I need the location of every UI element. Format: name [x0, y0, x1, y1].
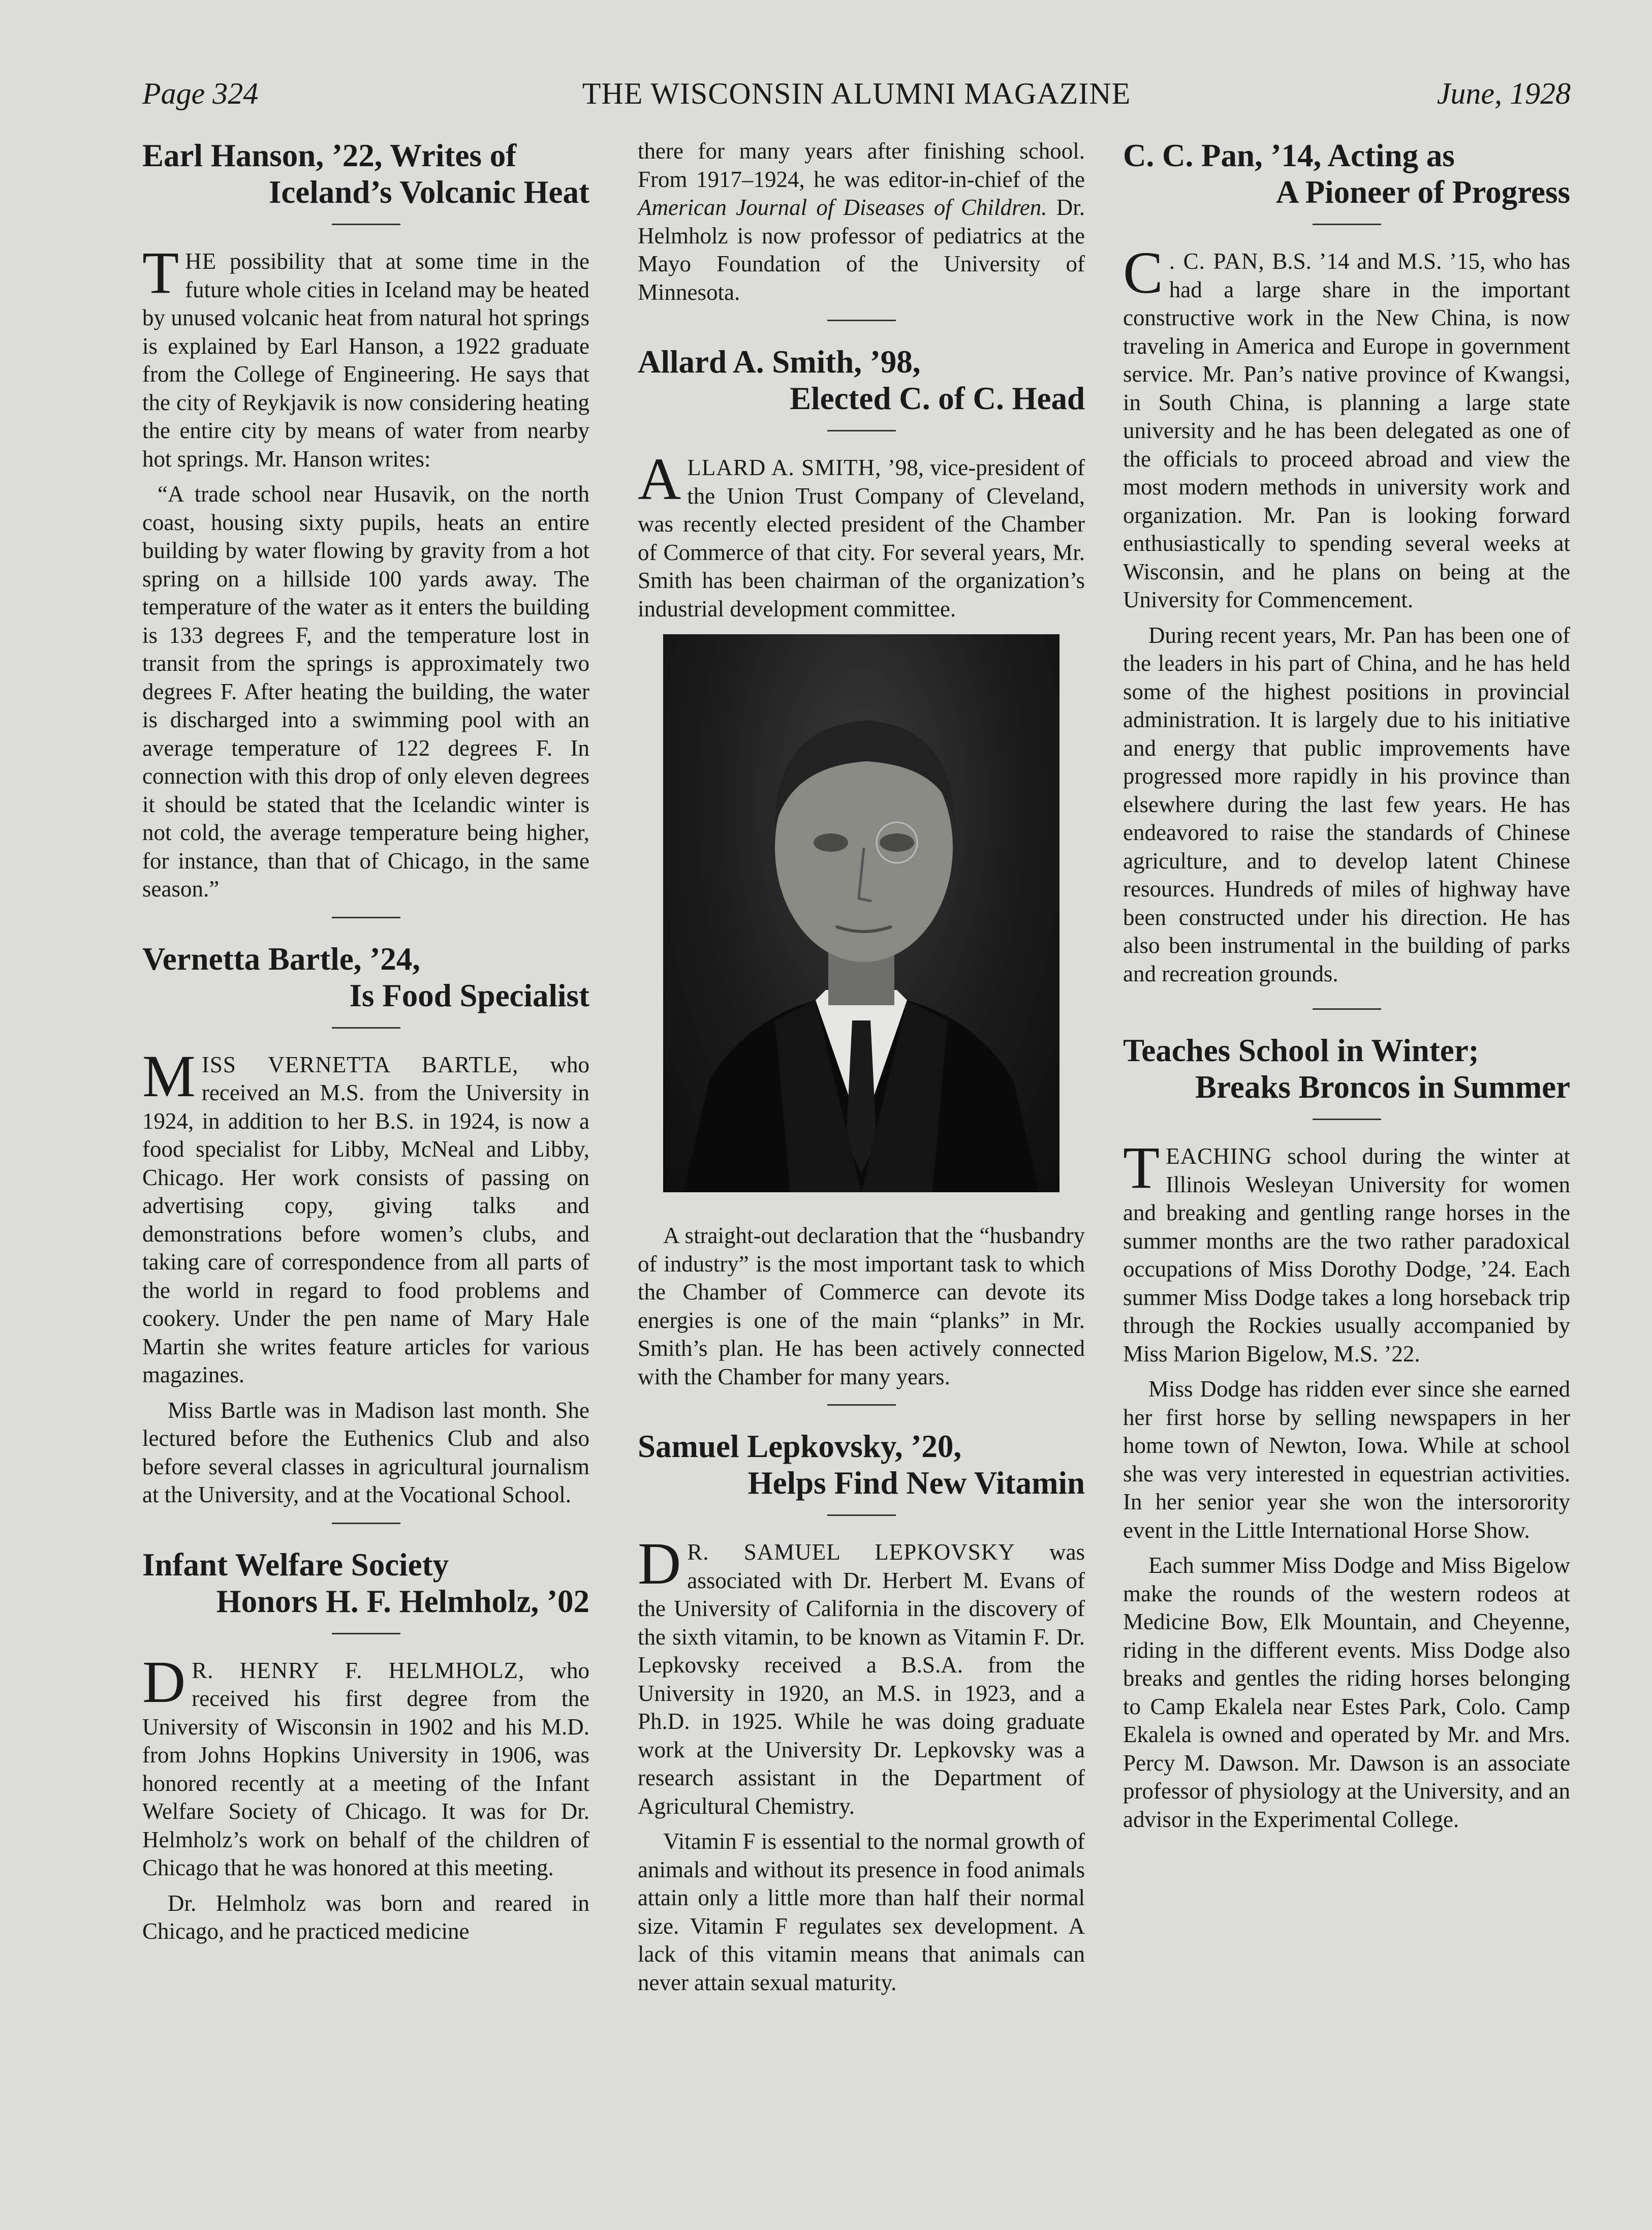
page-header [142, 76, 1571, 117]
body-paragraph: D R. SAMUEL LEPKOVSKY was associated with Dr. Herbert M. Evans of the University of California in the discovery of the sixth vitamin, to be known as Vitamin F. Dr. Lepkovsky received a B.S.A. from the University in 1920, an M.S. in 1923, and a Ph.D. in 1925. While he was doing graduate work at the University Dr. Lepkovsky was a research assistant in the Department of Agricultural Chemistry. [638, 1530, 1085, 1819]
masthead: THE WISCONSIN ALUMNI MAGAZINE [582, 77, 1131, 110]
page-number: Page 324 [142, 77, 259, 110]
headline: C. C. Pan, ’14, Acting as A Pioneer of Progress [1123, 138, 1570, 210]
body-paragraph: THE possibility that at some time in the future whole cities in Iceland may be heated by unused volcanic heat from natural hot springs is explained by Earl Hanson, a 1922 graduate from the College of Engineering. He says that the city of Reykjavik is now considering heating the entire city by means of water from nearby hot springs. Mr. Hanson writes: [142, 239, 590, 472]
body-paragraph: TEACHING school during the winter at Illinois Wesleyan University for women and breaking and gentling range horses in the summer months are the two rather paradoxical occupations of Miss Dorothy Dodge, ’24. Each summer Miss Dodge takes a long horseback trip through the Rockies usually accompanied by Miss Marion Bigelow, M.S. ’22. [1123, 1134, 1571, 1367]
body-paragraph: Each summer Miss Dodge and Miss Bigelow make the rounds of the western rodeos at Medicine Bow, Elk Mountain, and Cheyenne, riding in the different events. Miss Dodge also breaks and gentles the riding horses belonging to Camp Ekalela near Estes Park, Colo. Camp Ekalela is owned and operated by Mr. and Mrs. Percy M. Dawson. Mr. Dawson is an associate professor of physiology at the University, and an advisor in the Experimental College. [1123, 1553, 1570, 1832]
issue-date: June, 1928 [1437, 77, 1571, 110]
drop-cap: T [1123, 1134, 1160, 1201]
journal-title: American Journal of Diseases of Children. [638, 195, 1047, 220]
drop-cap: D [142, 1648, 186, 1715]
headline: Allard A. Smith, ’98, Elected C. of C. Head [638, 344, 1085, 416]
body-paragraph: MISS VERNETTA BARTLE, who received an M.S. from the University in 1924, in addition to her B.S. in 1924, is now a food specialist for Libby, McNeal and Libby, Chicago. Her work consists of passing on advertising copy, giving talks and demonstrations before women’s clubs, and taking care of correspondence from all parts of the world in regard to food problems and cookery. Under the pen name of Mary Hale Martin she writes feature articles for various magazines. [142, 1042, 590, 1387]
headline: Earl Hanson, ’22, Writes of Iceland’s Volcanic Heat [142, 138, 589, 210]
headline: Infant Welfare Society Honors H. F. Helmholz, ’02 [142, 1546, 589, 1619]
article-bartle [142, 941, 589, 1509]
divider [827, 430, 896, 431]
column-right [1123, 137, 1570, 1841]
drop-cap: M [142, 1042, 196, 1109]
column-left [142, 137, 589, 1953]
body-paragraph: Miss Bartle was in Madison last month. She lectured before the Euthenics Club and also before several classes in agricultural journalism at the University, and at the Vocational School. [142, 1397, 589, 1507]
body-paragraph: Dr. Helmholz was born and reared in Chicago, and he practiced medicine [142, 1890, 589, 1944]
body-paragraph: “A trade school near Husavik, on the north coast, housing sixty pupils, heats an entire building by water flowing by gravity from a hot spring on a hillside 100 yards away. The temperature of the water as it enters the building is 133 degrees F, and the temperature lost in transit from the springs is approximately two degrees F. After heating the building, the water is discharged into a swimming pool with an average temperature of 122 degrees F. In connection with this drop of only eleven degrees it should be stated that the Icelandic winter is not cold, the average temperature being higher, for instance, than that of Chicago, in the same season.” [142, 481, 589, 902]
drop-cap: A [638, 446, 681, 512]
body-paragraph: Vitamin F is essential to the normal growth of animals and without its presence in food animals attain only a little more than half their normal size. Vitamin F regulates sex development. A lack of this vitamin means that animals can never attain sexual maturity. [638, 1829, 1085, 1995]
portrait-photo [663, 634, 1059, 1192]
divider [1313, 224, 1381, 225]
body-paragraph-continued: there for many years after finishing school. From 1917–1924, he was editor-in-chief of the American Journal of Diseases of Children. Dr. Helmholz is now professor of pediatrics at the Mayo Foundation of the University of Minnesota. [638, 138, 1085, 305]
divider [1313, 1008, 1381, 1010]
divider [827, 320, 896, 321]
article-hanson [142, 137, 589, 904]
body-paragraph: ALLARD A. SMITH, ’98, vice-president of the Union Trust Company of Cleveland, was recently elected president of the Chamber of Commerce of that city. For several years, Mr. Smith has been chairman of the organization’s industrial development committee. [638, 446, 1085, 622]
headline: Teaches School in Winter; Breaks Broncos in Summer [1123, 1033, 1570, 1105]
divider [332, 1523, 400, 1524]
body-paragraph: C . C. PAN, B.S. ’14 and M.S. ’15, who has had a large share in the important constructive work in the New China, is now traveling in America and Europe in government service. Mr. Pan’s native province of Kwangsi, in South China, is planning a large state university and he has been delegated as one of the officials to proceed abroad and view the most modern methods in university work and organization. Mr. Pan is looking forward enthusiastically to spending several weeks at Wisconsin, and he plans on being at the University for Commencement. [1123, 239, 1571, 612]
headline: Vernetta Bartle, ’24, Is Food Specialist [142, 941, 589, 1013]
divider [332, 1027, 400, 1029]
divider [332, 917, 400, 918]
drop-cap: T [142, 239, 179, 306]
body-paragraph: A straight-out declaration that the “husbandry of industry” is the most important task to which the Chamber of Commerce can devote its energies is one of the main “planks” in Mr. Smith’s plan. He has been actively connected with the Chamber for many years. [638, 1223, 1085, 1389]
body-paragraph: Miss Dodge has ridden ever since she earned her first horse by selling newspapers in her home town of Newton, Iowa. While at school she was very interested in equestrian activities. In her senior year she won the intersorority event in the Little International Horse Show. [1123, 1376, 1570, 1543]
body-paragraph: During recent years, Mr. Pan has been one of the leaders in his part of China, and he has held some of the highest positions in provincial administration. It is largely due to his initiative and energy that public improvements have progressed more rapidly in his province than elsewhere during the last few years. He has endeavored to raise the standards of Chinese agriculture, and to develop latent Chinese resources. Hundreds of miles of highway have been constructed under his direction. He has also been instrumental in the building of parks and recreation grounds. [1123, 622, 1570, 986]
article-helmholz [142, 1546, 589, 1946]
divider [1313, 1119, 1381, 1120]
article-dodge [1123, 1032, 1570, 1834]
headline: Samuel Lepkovsky, ’20, Helps Find New Vitamin [638, 1429, 1085, 1501]
article-smith [638, 344, 1085, 1391]
divider [827, 1404, 896, 1406]
article-pan [1123, 137, 1570, 988]
column-middle [638, 137, 1085, 2004]
article-lepkovsky [638, 1428, 1085, 1997]
divider [332, 1633, 400, 1634]
portrait-illustration [663, 634, 1059, 1192]
drop-cap: C [1123, 239, 1163, 306]
divider [332, 224, 400, 225]
divider [827, 1514, 896, 1516]
body-paragraph: D R. HENRY F. HELMHOLZ, who received his first degree from the University of Wisconsin in 1902 and his M.D. from Johns Hopkins University in 1906, was honored recently at a meeting of the Infant Welfare Society of Chicago. It was for Dr. Helmholz’s work on behalf of the children of Chicago that he was honored at this meeting. [142, 1648, 589, 1880]
drop-cap: D [638, 1530, 681, 1597]
